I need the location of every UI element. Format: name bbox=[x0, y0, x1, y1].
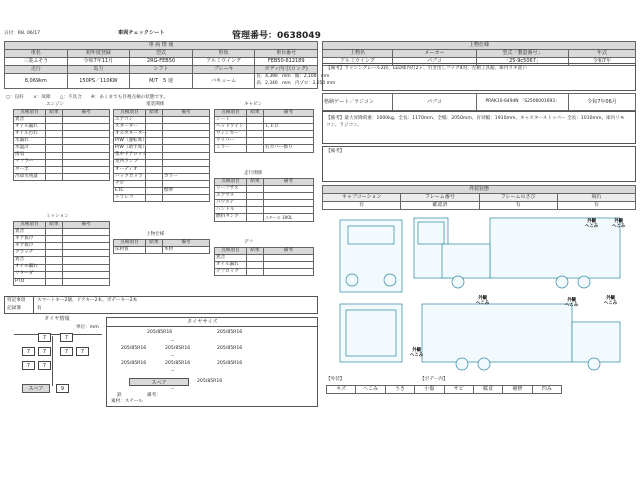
wheel-label: 素材：スチール bbox=[111, 399, 143, 404]
size-spare: 205/85R16 bbox=[197, 379, 223, 384]
tire-size-title: タイヤサイズ bbox=[187, 319, 218, 325]
upper-spec-title: 上物仕様 bbox=[323, 42, 636, 50]
body-legend-title: 【ボデー内】 bbox=[420, 377, 448, 382]
gate-remarks: 【備考】最大昇降荷重：1000kg、全長：1170mm、全幅：2050mm、有効幅：1910mm、キャスターストッパー 全長：1010mm、庫内リモコン、ラジコン。 bbox=[326, 116, 625, 129]
truck-diagram bbox=[322, 212, 636, 374]
size-r1-or: 205/85R16 bbox=[121, 361, 147, 366]
tag-cab-side2: 外観 へこみ bbox=[604, 296, 618, 306]
upper-serial: 「25-9c5067」 bbox=[477, 58, 569, 66]
vehicle-info-title: 車 両 情 報 bbox=[5, 42, 318, 50]
mileage: 8,069km bbox=[5, 74, 68, 89]
special-notes bbox=[4, 296, 318, 314]
tag-box-c: 外観 へこみ bbox=[565, 298, 579, 308]
col-mileage: 走行 bbox=[5, 66, 68, 74]
diff-table: 点検項目 結果 備考 異音 オイル漏れ デフロック bbox=[214, 247, 314, 276]
body-shape: アルミウイング bbox=[192, 58, 255, 66]
tire-unit: 単位：mm bbox=[76, 325, 99, 330]
size-r1-ir: 205/85R16 bbox=[217, 346, 243, 351]
body-dimensions bbox=[255, 74, 336, 89]
tag-front: 外観 へこみ bbox=[585, 219, 599, 229]
upper-year: 令和7年 bbox=[569, 58, 636, 66]
col-brake: ブレーキ bbox=[192, 66, 255, 74]
size-r2-il: 205/85R16 bbox=[217, 361, 243, 366]
appearance-table: 外装状態 キャブコーション フレーム番号 フレームのさび 飛石 有 確認済 有 有 bbox=[322, 185, 636, 210]
col-model: 型式 bbox=[130, 50, 193, 58]
frame-rust: 有 bbox=[479, 202, 557, 210]
tire-size-panel: タイヤサイズ 205/85R16 205/85R16 -- 205/85R16 205/85R16 205/85R16 -- 205/85R16 205/85R16 205/85R16 -- スペア 205/85R16 -- 鉄 素材：スチール 備考： bbox=[106, 317, 318, 407]
gate-model: PRAK10-6494N 「S2506001693」 bbox=[477, 94, 569, 111]
col-power: 馬力 bbox=[67, 66, 130, 74]
tire-spare: 9 bbox=[56, 384, 69, 393]
tire-front-right: 7 bbox=[60, 333, 73, 342]
transmission: M/T 5 速 bbox=[130, 74, 193, 89]
electric-title: 電装関係 bbox=[146, 102, 165, 107]
gate-head: 格納ゲート／ラジコン bbox=[323, 94, 393, 111]
cabin-title: キャビン bbox=[244, 102, 263, 107]
size-fr: 205/85R16 bbox=[217, 330, 243, 335]
brake-type: バキューム bbox=[192, 74, 255, 89]
mission-title: ミッション bbox=[46, 214, 69, 219]
frame-number: 確認済 bbox=[401, 202, 479, 210]
wheel-material: 鉄 bbox=[117, 393, 122, 398]
col-shift: シフト bbox=[130, 66, 193, 74]
upper-remarks: 【備考】ラッシングレール2段、LED庫内灯2ヶ、引き出しフック4対、左側工具箱、庫内ラキ洗い bbox=[326, 66, 527, 71]
upper-name: アルミウイング bbox=[323, 58, 393, 66]
power: 150PS／110KW bbox=[67, 74, 130, 89]
size-fl: 205/85R16 bbox=[147, 330, 173, 335]
engine-table: 点検項目 結果 備考 異音 オイル漏れ オイル汚れ 水漏れ 水温計 排気 マフラー ターボ 冷却水残量 bbox=[13, 109, 110, 181]
stone-chip: 有 bbox=[557, 202, 635, 210]
tire-front-left: 7 bbox=[38, 333, 51, 342]
print-date: 日付：R8. 06/17 bbox=[4, 31, 41, 36]
size-r1-ol: 205/85R16 bbox=[121, 346, 147, 351]
cab-caution: 有 bbox=[323, 202, 401, 210]
ext-legend-title: 【外装】 bbox=[326, 377, 345, 382]
tire-r1-outer-left: 7 bbox=[22, 347, 35, 356]
col-chassis: 車台番号 bbox=[255, 50, 318, 58]
tire-info-title: タイヤ情報 bbox=[44, 316, 70, 322]
tag-box-b: 外観 へこみ bbox=[410, 348, 424, 358]
check-legend: ○：良好 ×：故障 △：不具合 ※：あくまでも目視点検の状態です。 bbox=[6, 95, 168, 100]
special-value: スマートキー2個、ドアキー2本、ボデーキー2本 bbox=[37, 298, 138, 303]
engine-title: エンジン bbox=[46, 102, 65, 107]
tag-box-a: 外観 へこみ bbox=[476, 296, 490, 306]
gate-year: 令和7年06月 bbox=[569, 94, 636, 111]
tire-r1-outer-right: 7 bbox=[76, 347, 89, 356]
tire-note: 備考： bbox=[147, 393, 161, 398]
tire-r2-inner-left: 7 bbox=[38, 361, 51, 370]
col-first-reg: 初年度登録 bbox=[67, 50, 130, 58]
car-name: 三菱ふそう bbox=[5, 58, 68, 66]
special-label: 特記事項 bbox=[7, 298, 26, 303]
size-spare-label: スペア bbox=[129, 378, 189, 386]
record-label: 記録簿 bbox=[7, 306, 21, 311]
running-title: 走行関係 bbox=[244, 171, 263, 176]
body-dims-line2: 高：2,340 mm 内プロ：2,250 mm bbox=[256, 81, 336, 86]
upper-check-title: 上物仕様 bbox=[146, 232, 165, 237]
electric-table: 点検項目 結果 備考 エアコン スターター オルタネーター P/W（運転席） P/W（助手席） 集中ドアロック 室内ランプ オーディオ バックカメラ カラー ナビ ETC 標準 ドラレコ bbox=[113, 109, 210, 202]
col-car-name: 車名 bbox=[5, 50, 68, 58]
chassis-number: FEB50-612189 bbox=[255, 58, 318, 66]
size-r2-ol: 205/85R16 bbox=[165, 361, 191, 366]
body-dims-line1: 長：4,390 mm 幅：2,100 mm bbox=[256, 74, 330, 80]
tag-cab-side: 外観 へこみ bbox=[612, 219, 626, 229]
tire-r2-outer-left: 7 bbox=[22, 361, 35, 370]
mission-table: 点検項目 結果 備考 異音 ギア抜け ギア抜け クラッチ 異音 オイル漏れ リターダ PTO bbox=[13, 221, 110, 286]
spare-label: スペア bbox=[22, 384, 50, 393]
record-value: 有 bbox=[37, 306, 42, 311]
model-code: 2RG-FEB50 bbox=[130, 58, 193, 66]
col-shape: 形状 bbox=[192, 50, 255, 58]
sheet-title: 車両チェックシート bbox=[118, 30, 165, 36]
running-table: 点検項目 結果 備考 リーフサス エアサス パワステ ハンドル 燃料タンク スチール 100L bbox=[214, 178, 314, 222]
management-number: 管理番号：0638049 bbox=[232, 31, 321, 41]
appearance-title: 外装状態 bbox=[323, 186, 636, 194]
first-reg: 令和7年11月 bbox=[67, 58, 130, 66]
extra-remarks: 【備考】 bbox=[326, 149, 345, 154]
upper-maker: パブコ bbox=[393, 58, 477, 66]
tire-r1-inner-right: 7 bbox=[60, 347, 73, 356]
cabin-table: 点検項目 結果 備考 シート ヘッドライト ＬＥＤ ウィンカー ワイパー ミラー 右カバー擦り bbox=[214, 109, 314, 153]
tire-r1-inner-left: 7 bbox=[38, 347, 51, 356]
col-body-dims: ボディ内寸(ロング) bbox=[255, 66, 318, 74]
ext-legend: キズ へこみ うき 小傷 サビ 腐食 補修 凹み bbox=[326, 385, 562, 394]
upper-check-table: 点検項目 結果 備考 床材質 木材 bbox=[113, 239, 210, 254]
gate-maker: パブコ bbox=[393, 94, 477, 111]
diff-title: デフ bbox=[244, 240, 254, 245]
size-r1-il: 205/85R16 bbox=[165, 346, 191, 351]
